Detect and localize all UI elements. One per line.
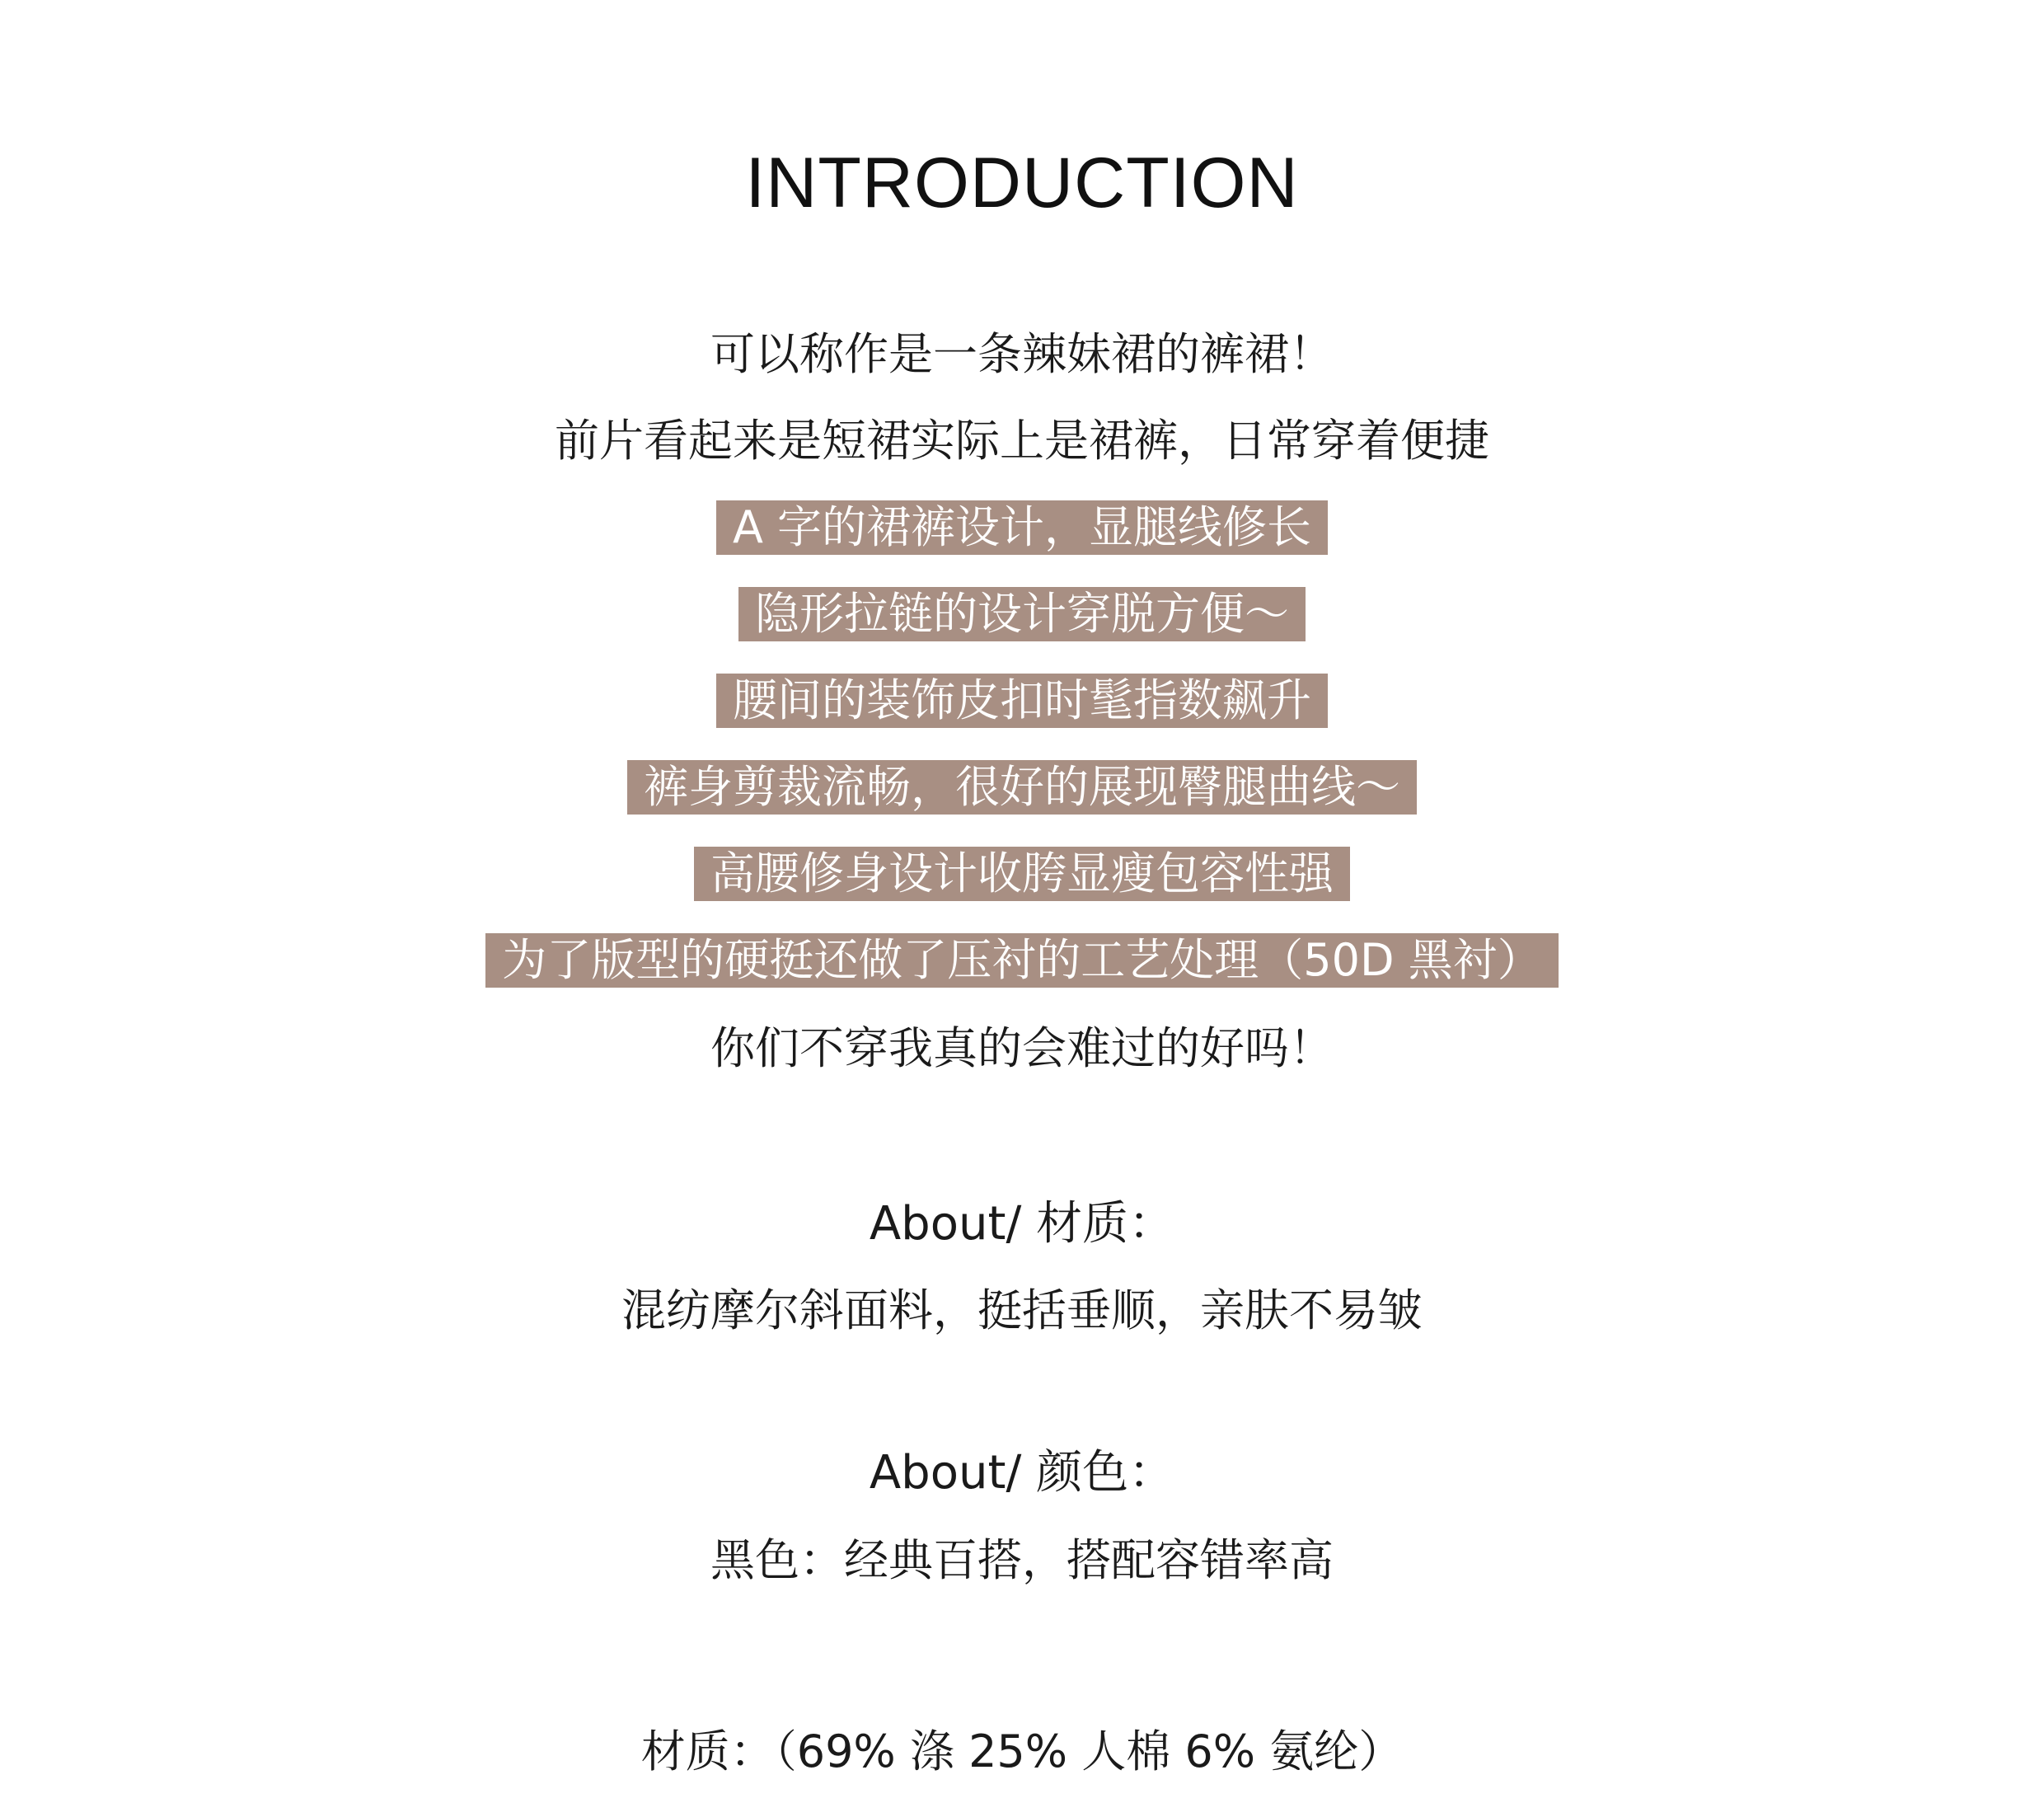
intro-line-3-wrapper — [0, 499, 2044, 556]
intro-line-9: 你们不穿我真的会难过的好吗！ — [710, 1022, 1334, 1074]
intro-line-3-highlight: A 字的裙裤设计，显腿线修长 — [716, 500, 1328, 555]
intro-line-2: 前片看起来是短裙实际上是裙裤，日常穿着便捷 — [555, 415, 1489, 467]
intro-line-8-highlight: 为了版型的硬挺还做了压衬的工艺处理（50D 黑衬） — [485, 933, 1558, 988]
intro-line-6-highlight: 裤身剪裁流畅，很好的展现臀腿曲线～ — [627, 760, 1417, 815]
intro-line-4-highlight: 隐形拉链的设计穿脱方便～ — [738, 587, 1306, 641]
intro-line-1: 可以称作是一条辣妹裙的裤裙！ — [710, 328, 1334, 380]
composition-text: 材质：（69% 涤 25% 人棉 6% 氨纶） — [640, 1725, 1404, 1777]
material-heading: About/ 材质： — [869, 1197, 1175, 1251]
page-title: INTRODUCTION — [745, 143, 1299, 223]
intro-line-5-highlight: 腰间的装饰皮扣时髦指数飙升 — [716, 674, 1328, 728]
material-description: 混纺摩尔斜面料，挺括垂顺，亲肤不易皱 — [621, 1284, 1423, 1336]
intro-line-5-wrapper — [0, 672, 2044, 730]
intro-line-8-wrapper — [0, 932, 2044, 989]
intro-line-7-wrapper — [0, 845, 2044, 903]
color-description: 黑色：经典百搭，搭配容错率高 — [710, 1534, 1334, 1586]
intro-line-4-wrapper — [0, 585, 2044, 643]
color-heading: About/ 颜色： — [869, 1446, 1175, 1500]
intro-line-6-wrapper — [0, 758, 2044, 816]
intro-line-7-highlight: 高腰修身设计收胯显瘦包容性强 — [694, 847, 1350, 901]
